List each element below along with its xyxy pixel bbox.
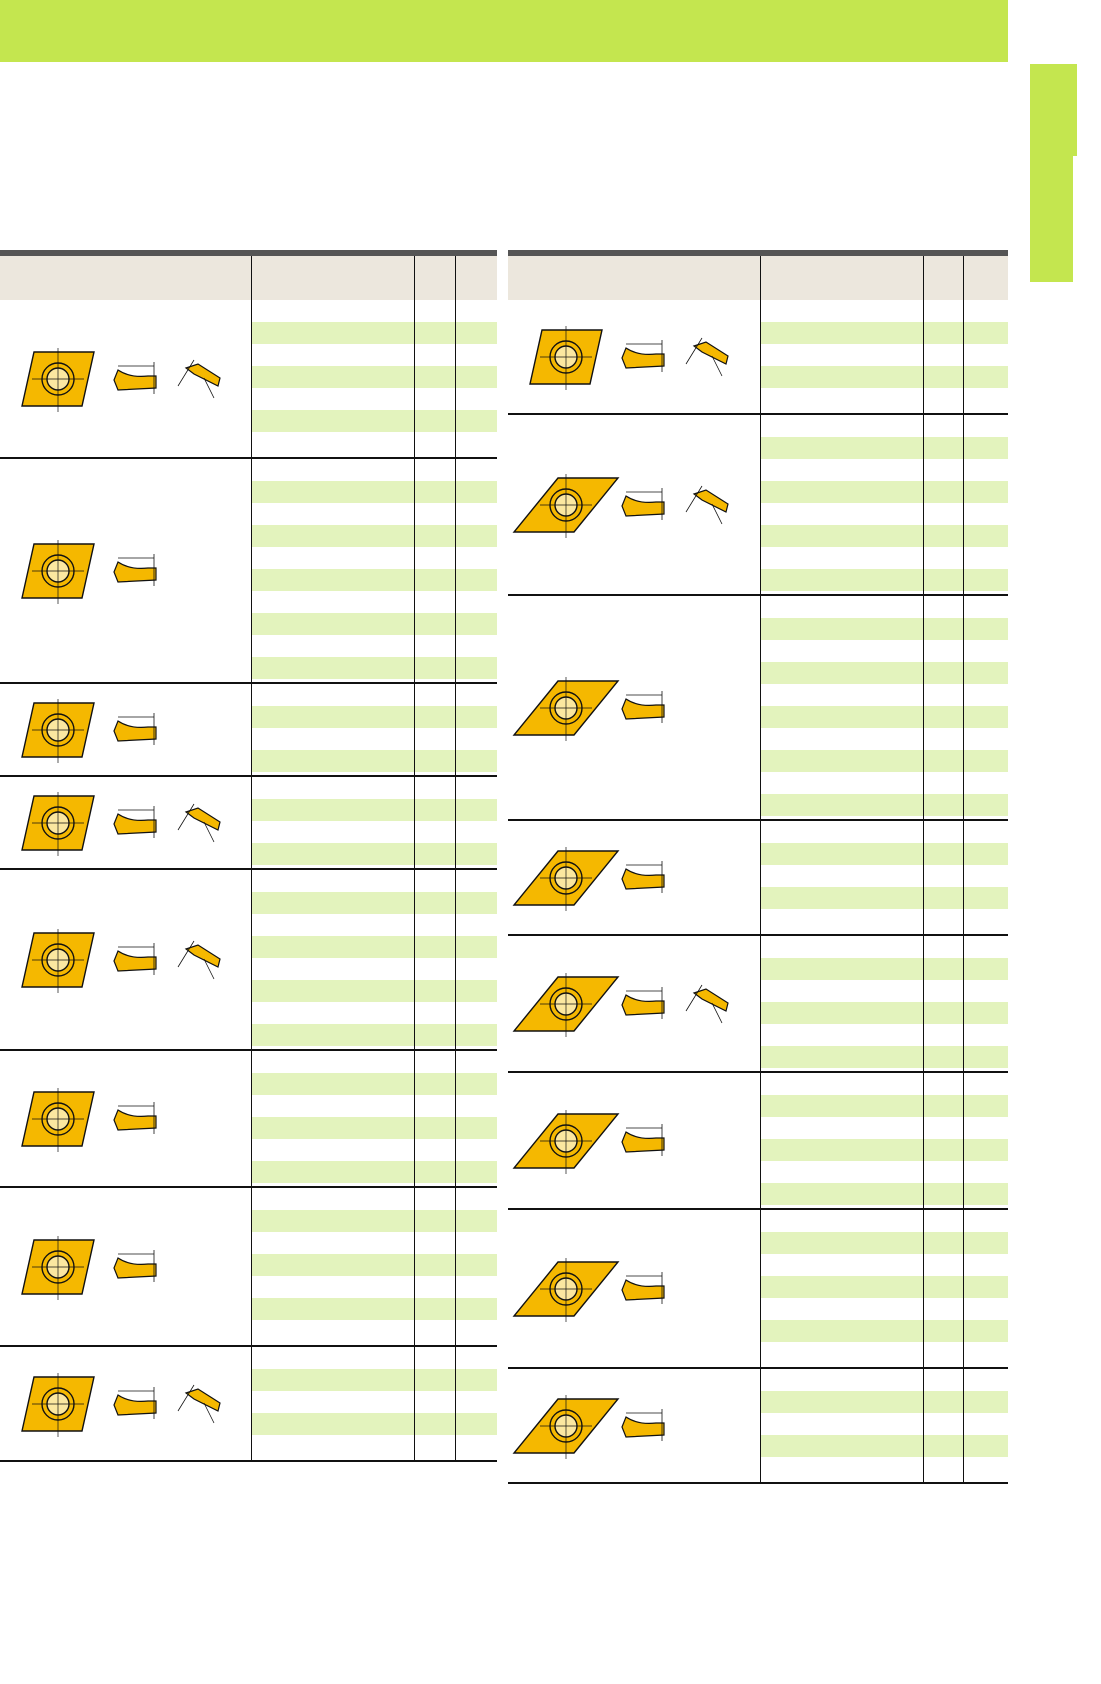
- side-tab-edge: [1030, 64, 1042, 282]
- table-row: [251, 525, 497, 547]
- rhombic-55-insert-icon: [526, 460, 756, 550]
- table-row: [760, 728, 1008, 750]
- table-row: [760, 1139, 1008, 1161]
- table-row: [251, 799, 497, 821]
- table-row: [251, 366, 497, 388]
- chipbreaker-view: [186, 1389, 220, 1411]
- chipbreaker-line-a: [686, 338, 702, 364]
- insert-group: [508, 1210, 1008, 1369]
- table-row: [251, 706, 497, 728]
- insert-group: [508, 415, 1008, 596]
- table-row: [251, 1117, 497, 1139]
- insert-side-profile: [114, 370, 156, 390]
- table-row: [760, 547, 1008, 569]
- insert-side-profile: [622, 1280, 664, 1300]
- table-row: [251, 1232, 497, 1254]
- table-header: [0, 250, 497, 300]
- table-row: [760, 980, 1008, 1002]
- insert-side-profile: [622, 869, 664, 889]
- table-row: [251, 1024, 497, 1046]
- table-row: [760, 366, 1008, 388]
- table-row: [251, 1320, 497, 1342]
- rhombic-80-insert-icon: [18, 1074, 248, 1164]
- insert-side-profile: [114, 562, 156, 582]
- table-row: [760, 1391, 1008, 1413]
- table-row: [251, 569, 497, 591]
- table-row: [760, 1073, 1008, 1095]
- column-divider: [414, 256, 415, 1462]
- table-row: [251, 1254, 497, 1276]
- rhombic-55-insert-icon: [526, 663, 756, 753]
- insert-group: [508, 936, 1008, 1073]
- insert-group: [0, 300, 497, 459]
- table-row: [760, 684, 1008, 706]
- insert-group: [508, 596, 1008, 821]
- chipbreaker-view: [186, 945, 220, 967]
- table-row: [760, 1095, 1008, 1117]
- table-row: [251, 777, 497, 799]
- rhombic-55-insert-icon: [526, 1244, 756, 1334]
- table-row: [760, 1183, 1008, 1205]
- table-row: [760, 388, 1008, 410]
- table-row: [251, 980, 497, 1002]
- table-row: [760, 1024, 1008, 1046]
- table-row: [760, 344, 1008, 366]
- rhombic-55-insert-icon: [526, 1096, 756, 1186]
- chipbreaker-line-a: [686, 985, 702, 1011]
- column-divider: [455, 256, 456, 1462]
- insert-group: [508, 1369, 1008, 1484]
- table-row: [760, 1161, 1008, 1183]
- table-row: [251, 300, 497, 322]
- table-row: [760, 1413, 1008, 1435]
- table-row: [760, 1276, 1008, 1298]
- column-divider: [760, 256, 761, 1484]
- table-row: [251, 481, 497, 503]
- table-row: [251, 591, 497, 613]
- table-row: [251, 914, 497, 936]
- table-row: [760, 1369, 1008, 1391]
- table-row: [251, 1161, 497, 1183]
- table-row: [760, 618, 1008, 640]
- table-row: [251, 728, 497, 750]
- table-row: [760, 936, 1008, 958]
- table-row: [251, 613, 497, 635]
- insert-side-profile: [114, 1395, 156, 1415]
- table-row: [760, 794, 1008, 816]
- table-row: [760, 1046, 1008, 1068]
- table-row: [251, 684, 497, 706]
- table-row: [251, 821, 497, 843]
- table-row: [760, 1210, 1008, 1232]
- table-row: [251, 1276, 497, 1298]
- insert-group: [0, 1188, 497, 1347]
- chipbreaker-view: [694, 490, 728, 512]
- insert-side-profile: [114, 721, 156, 741]
- table-row: [251, 1051, 497, 1073]
- table-row: [760, 569, 1008, 591]
- insert-group: [0, 459, 497, 684]
- table-row: [760, 1117, 1008, 1139]
- insert-group: [0, 1347, 497, 1462]
- insert-group: [0, 870, 497, 1051]
- table-row: [760, 322, 1008, 344]
- table-row: [251, 459, 497, 481]
- column-divider: [963, 256, 964, 1484]
- table-row: [251, 1210, 497, 1232]
- insert-side-profile: [622, 348, 664, 368]
- table-row: [251, 322, 497, 344]
- table-row: [251, 503, 497, 525]
- chipbreaker-line-a: [178, 804, 194, 830]
- chipbreaker-view: [694, 342, 728, 364]
- table-row: [760, 437, 1008, 459]
- table-row: [251, 1391, 497, 1413]
- table-row: [251, 635, 497, 657]
- table-row: [760, 459, 1008, 481]
- table-row: [251, 936, 497, 958]
- insert-side-profile: [114, 1258, 156, 1278]
- table-row: [760, 821, 1008, 843]
- rhombic-80-insert-icon: [18, 334, 248, 424]
- table-row: [760, 300, 1008, 322]
- table-row: [251, 870, 497, 892]
- column-divider: [251, 256, 252, 1462]
- table-row: [251, 657, 497, 679]
- table-row: [760, 1320, 1008, 1342]
- top-color-bar: [0, 0, 1008, 62]
- table-row: [760, 865, 1008, 887]
- table-row: [251, 432, 497, 454]
- insert-side-profile: [114, 1110, 156, 1130]
- rhombic-80-insert-icon: [526, 312, 756, 402]
- table-row: [251, 892, 497, 914]
- rhombic-55-insert-icon: [526, 1381, 756, 1471]
- table-row: [251, 843, 497, 865]
- side-tab-divider: [1073, 156, 1077, 282]
- column-divider: [923, 256, 924, 1484]
- chipbreaker-view: [694, 989, 728, 1011]
- insert-group: [508, 821, 1008, 936]
- table-header: [508, 250, 1008, 300]
- table-row: [760, 887, 1008, 909]
- table-row: [251, 750, 497, 772]
- table-row: [251, 1413, 497, 1435]
- table-row: [251, 388, 497, 410]
- chipbreaker-line-a: [178, 1385, 194, 1411]
- table-row: [760, 415, 1008, 437]
- table-row: [760, 662, 1008, 684]
- insert-side-profile: [114, 814, 156, 834]
- table-row: [760, 640, 1008, 662]
- table-row: [251, 547, 497, 569]
- table-row: [251, 958, 497, 980]
- table-row: [251, 410, 497, 432]
- insert-side-profile: [622, 1417, 664, 1437]
- rhombic-80-insert-icon: [18, 915, 248, 1005]
- table-row: [760, 1298, 1008, 1320]
- table-row: [760, 958, 1008, 980]
- table-row: [251, 1369, 497, 1391]
- rhombic-80-insert-icon: [18, 778, 248, 868]
- table-row: [760, 1457, 1008, 1479]
- rhombic-55-insert-icon: [526, 959, 756, 1049]
- insert-side-profile: [114, 951, 156, 971]
- chipbreaker-line-a: [178, 360, 194, 386]
- table-row: [760, 1254, 1008, 1276]
- insert-group: [0, 684, 497, 777]
- insert-group: [508, 300, 1008, 415]
- insert-side-profile: [622, 496, 664, 516]
- insert-side-profile: [622, 995, 664, 1015]
- table-row: [251, 1435, 497, 1457]
- table-row: [251, 1188, 497, 1210]
- table-row: [760, 596, 1008, 618]
- table-row: [251, 1002, 497, 1024]
- table-row: [760, 1342, 1008, 1364]
- table-row: [760, 1002, 1008, 1024]
- rhombic-55-insert-icon: [526, 833, 756, 923]
- table-row: [251, 1139, 497, 1161]
- rhombic-80-insert-icon: [18, 685, 248, 775]
- insert-group: [508, 1073, 1008, 1210]
- table-row: [760, 909, 1008, 931]
- table-row: [251, 1095, 497, 1117]
- chipbreaker-view: [186, 364, 220, 386]
- rhombic-80-insert-icon: [18, 1222, 248, 1312]
- insert-group: [0, 1051, 497, 1188]
- table-row: [760, 706, 1008, 728]
- table-row: [760, 525, 1008, 547]
- table-row: [251, 1298, 497, 1320]
- rhombic-80-insert-icon: [18, 526, 248, 616]
- chipbreaker-line-a: [686, 486, 702, 512]
- chipbreaker-view: [186, 808, 220, 830]
- table-row: [760, 1232, 1008, 1254]
- rhombic-80-insert-icon: [18, 1359, 248, 1449]
- table-row: [760, 772, 1008, 794]
- insert-group: [0, 777, 497, 870]
- table-row: [760, 750, 1008, 772]
- table-row: [251, 1073, 497, 1095]
- table-row: [760, 1435, 1008, 1457]
- insert-side-profile: [622, 1132, 664, 1152]
- insert-side-profile: [622, 699, 664, 719]
- chipbreaker-line-a: [178, 941, 194, 967]
- table-row: [251, 1347, 497, 1369]
- table-row: [760, 481, 1008, 503]
- table-row: [760, 503, 1008, 525]
- table-row: [251, 344, 497, 366]
- table-row: [760, 843, 1008, 865]
